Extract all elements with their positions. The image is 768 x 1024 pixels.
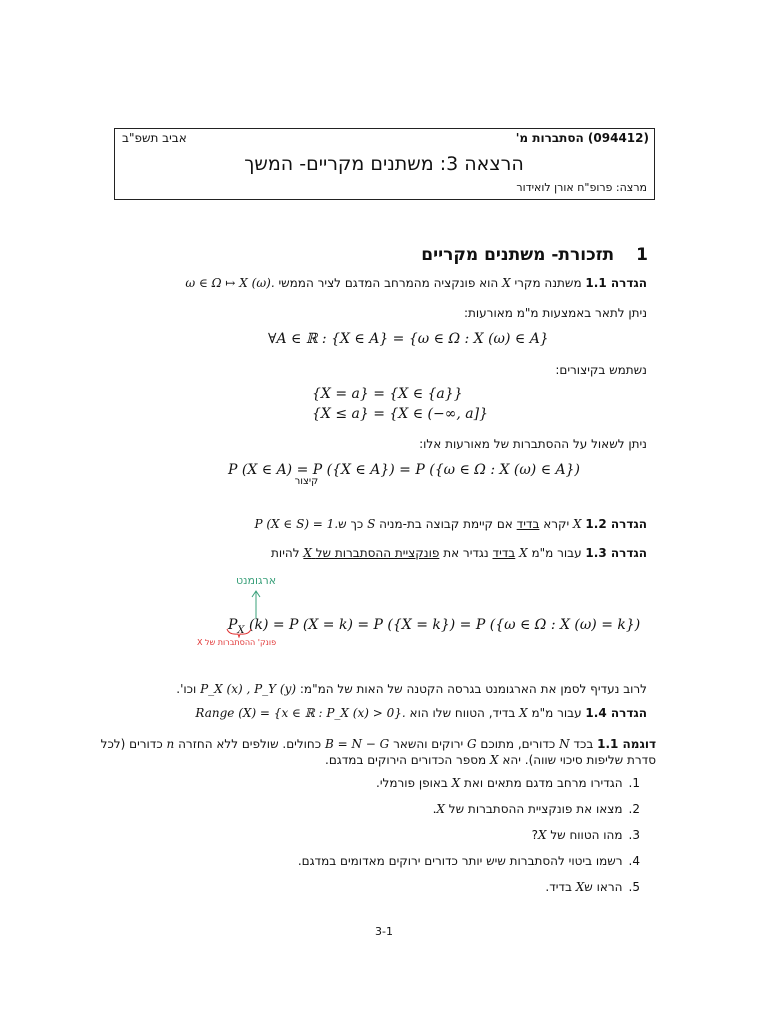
item-text: רשמו ביטוי להסתברות שיש יותר כדורים ירוקים מאדומים במדגם. (297, 854, 623, 868)
def-text: עבור מ"מ (531, 546, 582, 560)
math-x: X (575, 880, 585, 894)
lecturer: מרצה: פרופ"ח אורן לואידור (516, 181, 647, 194)
equation-shorthand-1: {X = a} = {X ∈ {a}} (312, 386, 463, 402)
math-inline: P (X ∈ S) = 1. (254, 517, 339, 531)
pmf-symbol: $P_X$ (228, 617, 245, 636)
def-text: יקרא (543, 517, 570, 531)
brace-underline-icon (226, 628, 252, 638)
example-text: סדרת שליפות סיכוי שווה). יהא (502, 753, 656, 767)
lecture-title: הרצאה 3: משתנים מקריים- המשך (244, 153, 524, 175)
equation-pmf (228, 617, 640, 636)
math-end: P (X ∈ S) = 1 (254, 517, 335, 531)
eq-sign: = (296, 462, 309, 478)
equation-forall: ∀A ∈ ℝ : {X ∈ A} = {ω ∈ Ω : X (ω) ∈ A} (268, 331, 549, 347)
def-label: הגדרה 1.4 (585, 706, 647, 720)
section-title (421, 245, 648, 265)
item-text: . (432, 802, 437, 816)
example-label: דוגמה 1.1 (597, 737, 656, 751)
math-inline: Range (X) = {x ∈ ℝ : P_X (x) > 0}. (195, 706, 406, 720)
item-number: 4. (628, 854, 640, 868)
term: אביב תשפ"ב (122, 131, 187, 145)
definition-1-1 (185, 276, 647, 290)
def-text: עבור מ"מ (531, 706, 582, 720)
ask-prob-text: ניתן לשאול על ההסתברות של מאורעות אלו: (419, 437, 647, 451)
equation-shorthand-2: {X ≤ a} = {X ∈ (−∞, a]} (312, 406, 488, 422)
math-g: G (467, 737, 477, 751)
def-text: אם קיימת קבוצה בת-מניה (379, 517, 513, 531)
math-n-small: n (166, 737, 175, 751)
example-1-1-line-2 (325, 753, 656, 767)
eq-right: P ({X ∈ A}) = P ({ω ∈ Ω : X (ω) ∈ A}) (308, 462, 581, 478)
math-x: X (490, 753, 499, 767)
course-name: (094412) הסתברות מ' (515, 131, 649, 145)
item-text: בדיד. (545, 880, 572, 894)
example-text: כדורים (לכל (100, 737, 163, 751)
def-text: כך ש (338, 517, 364, 531)
example-1-1-line-1 (101, 737, 656, 751)
arrow-up-icon (250, 588, 262, 620)
def-label: הגדרה 1.1 (585, 276, 647, 290)
example-text: מספר הכדורים הירוקים במדגם. (325, 753, 487, 767)
definition-1-2 (254, 517, 647, 531)
math-inline: ω ∈ Ω ↦ X (ω). (185, 276, 275, 290)
math-map: ω ∈ Ω ↦ X (ω) (185, 276, 271, 290)
definition-1-3 (271, 546, 647, 560)
example-text: בכד (573, 737, 594, 751)
list-item (532, 828, 640, 842)
math-x: X (519, 546, 528, 560)
math-x: X (573, 517, 582, 531)
def-text: הוא פונקציה מהמרחב המדגם לציר הממשי (278, 276, 499, 290)
list-item (433, 802, 640, 816)
item-text: מהו הטווח של (550, 828, 623, 842)
math-x: X (537, 828, 547, 842)
pmf-annotation: פונק' ההסתברות של X (197, 638, 277, 647)
math-x: X (451, 776, 461, 790)
equation-probability (228, 462, 581, 487)
item-number: 1. (628, 776, 640, 790)
note-math: P_X (x) , P_Y (y) (200, 682, 297, 696)
def-text: בדיד, הטווח שלו הוא (409, 706, 516, 720)
item-text: הראו ש (584, 880, 623, 894)
def-text: להיות (271, 546, 300, 560)
describe-text: ניתן לתאר באמצעות מ"מ מאורעות: (463, 306, 647, 320)
math-x: X (436, 802, 445, 816)
shorthand-label: קיצור (294, 476, 319, 487)
example-text: ירוקים והשאר (393, 737, 464, 751)
item-text: הגדירו מרחב מדגם מתאים ואת (464, 776, 623, 790)
shorthand-text: נשתמש בקיצורים: (555, 363, 647, 377)
math-x: X (303, 546, 312, 560)
math-x: X (502, 276, 511, 290)
note-text: וכו'. (176, 682, 197, 696)
notation-note (176, 682, 647, 696)
pmf-term (303, 546, 439, 560)
section-title-text: תזכורת- משתנים מקריים (421, 245, 615, 265)
item-text: באופן פורמלי. (376, 776, 448, 790)
discrete-term: בדיד (492, 546, 516, 560)
list-item (376, 776, 640, 790)
def-label: הגדרה 1.2 (585, 517, 647, 531)
note-text: לרוב נעדיף לסמן את הארגומנט בגרסה הקטנה של האות של המ"מ: (299, 682, 647, 696)
list-item (298, 854, 640, 868)
math-n: N (559, 737, 570, 751)
item-text: ? (531, 828, 538, 842)
list-item (545, 880, 640, 894)
example-text: כחולים. שולפים ללא החזרה (178, 737, 322, 751)
item-text: מצאו את פונקציית ההסתברות של (448, 802, 623, 816)
pmf-text: פונקציית ההסתברות של (315, 546, 440, 560)
definition-1-4 (195, 706, 647, 720)
argument-annotation: ארגומנט (236, 574, 277, 587)
def-text: משתנה מקרי (514, 276, 582, 290)
math-s: S (367, 517, 376, 531)
def-label: הגדרה 1.3 (585, 546, 647, 560)
eq-left: P (X ∈ A) (228, 462, 297, 478)
page-number: 3-1 (375, 925, 393, 938)
pmf-body: (k) = P (X = k) = P ({X = k}) = P ({ω ∈ Ω : X (ω) = k}) (249, 617, 641, 633)
example-text: כדורים, מתוכם (480, 737, 556, 751)
discrete-term: בדיד (516, 517, 540, 531)
item-number: 5. (628, 880, 640, 894)
math-x: X (519, 706, 528, 720)
section-number: 1 (636, 245, 648, 265)
eq-under (294, 462, 319, 487)
range-math: Range (X) = {x ∈ ℝ : P_X (x) > 0} (195, 706, 402, 720)
def-text: נגדיר את (443, 546, 489, 560)
item-number: 2. (628, 802, 640, 816)
example-math: B = N − G (324, 737, 390, 751)
item-number: 3. (628, 828, 640, 842)
